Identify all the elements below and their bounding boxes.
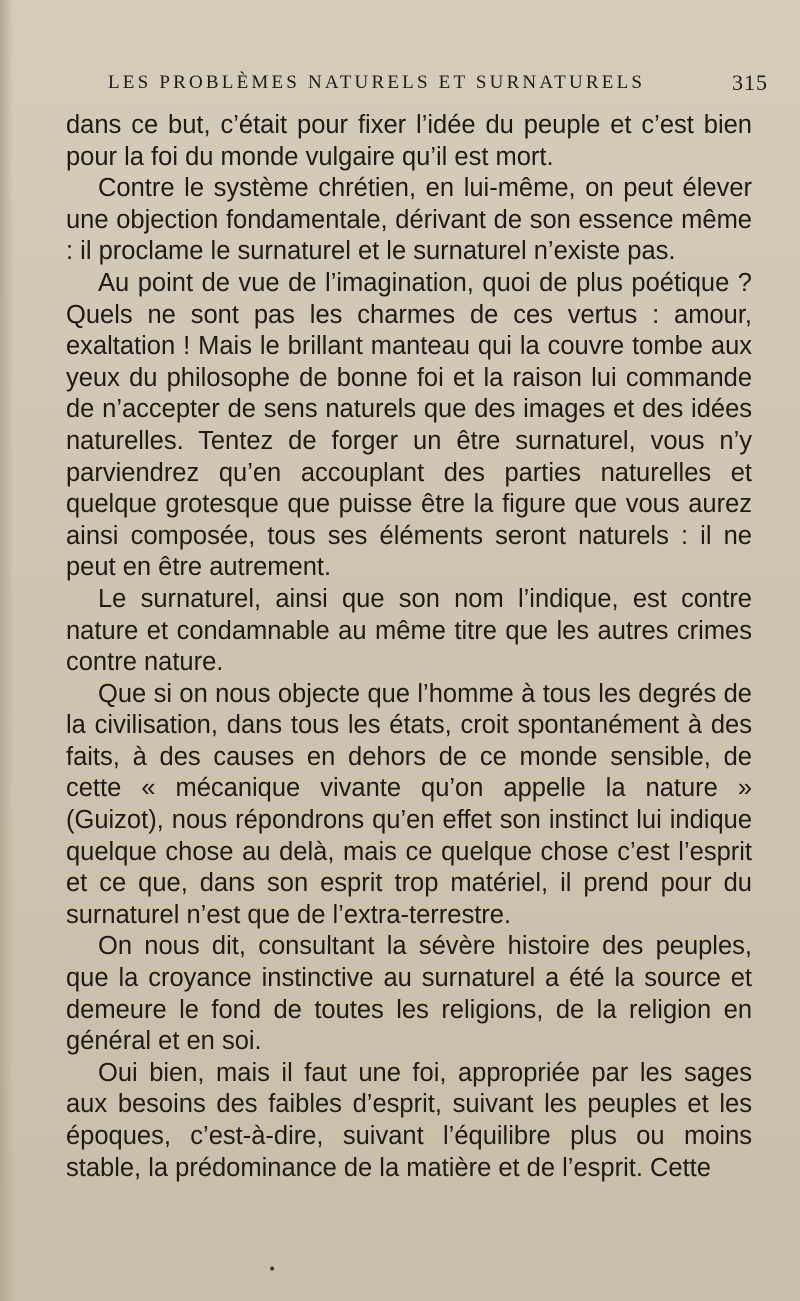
- paragraph: Au point de vue de l’imagination, quoi de plus poétique ? Quels ne sont pas les charmes de ces vertus : amour, exaltation ! Mais le brillant manteau qui la couvre tombe aux yeux du philosophe de bonne foi et la raison lui commande de n’accepter de sens naturels que des images et des idées naturelles. Tentez de forger un être surnaturel, vous n’y parviendrez qu’en accouplant des parties naturelles et quelque grotesque que puisse être la figure que vous aurez ainsi composée, tous ses éléments seront naturels : il ne peut en être autrement.: [66, 268, 752, 582]
- paragraph: On nous dit, consultant la sévère histoire des peuples, que la croyance instinctive au surnaturel a été la source et demeure le fond de toutes les religions, de la religion en général et en soi.: [66, 932, 752, 1056]
- footer-mark: •: [268, 1262, 277, 1278]
- paragraph: Le surnaturel, ainsi que son nom l’indique, est contre nature et condamnable au même titre que les autres crimes contre nature.: [66, 584, 752, 677]
- page-number: 315: [732, 70, 768, 95]
- paragraph: Que si on nous objecte que l’homme à tous les degrés de la civilisation, dans tous les états, croit spontanément à des faits, à des causes en dehors de ce monde sensible, de cette « mécanique vivante qu’on appelle la nature » (Guizot), nous répondrons qu’en effet son instinct lui indique quelque chose au delà, mais ce quelque chose c’est l’esprit et ce que, dans son esprit trop matériel, il prend pour du surnaturel n’est que de l’extra-terrestre.: [66, 679, 752, 929]
- body-text: [66, 110, 752, 1184]
- page-header: [108, 72, 768, 106]
- running-head: LES PROBLÈMES NATURELS ET SURNATURELS: [108, 72, 646, 93]
- page-gutter-shadow: [0, 0, 14, 1301]
- paragraph: Contre le système chrétien, en lui-même, on peut élever une objection fondamentale, dérivant de son essence même : il proclame le surnaturel et le surnaturel n’existe pas.: [66, 174, 752, 266]
- paragraph-continuation: dans ce but, c’était pour fixer l’idée du peuple et c’est bien pour la foi du monde vulgaire qu’il est mort.: [66, 111, 752, 171]
- paragraph: Oui bien, mais il faut une foi, appropriée par les sages aux besoins des faibles d’esprit, suivant les peuples et les époques, c’est-à-dire, suivant l’équilibre plus ou moins stable, la prédominance de la matière et de l’esprit. Cette: [66, 1058, 752, 1182]
